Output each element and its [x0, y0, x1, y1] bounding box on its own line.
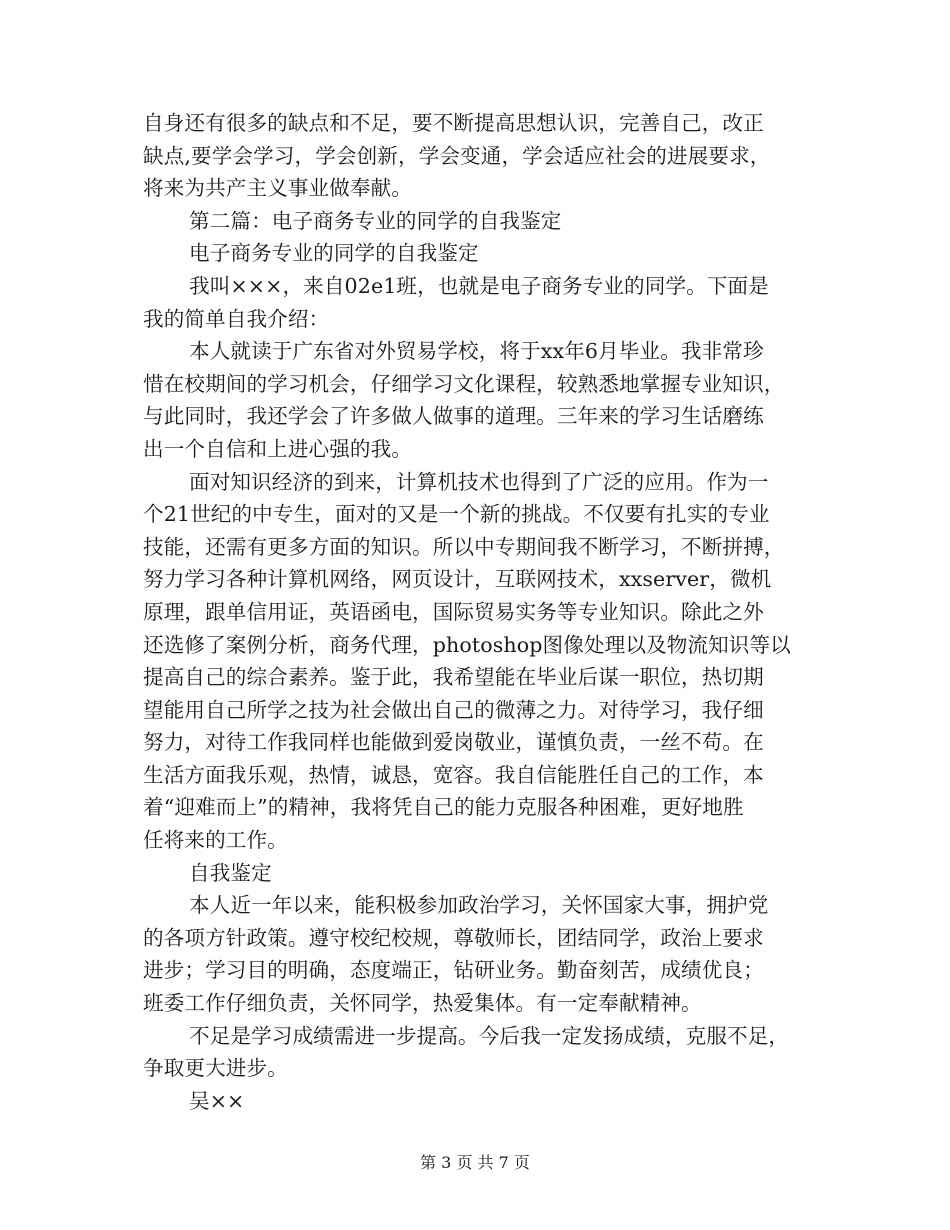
text-line: 任将来的工作。 [143, 828, 288, 853]
text-line: 与此同时，我还学会了许多做人做事的道理。三年来的学习生话磨练 [143, 404, 764, 429]
text-line: 技能，还需有更多方面的知识。所以中专期间我不断学习，不断拼搏， [143, 534, 785, 559]
page-number-footer: 第 3 页 共 7 页 [420, 1153, 530, 1172]
text-line: 还选修了案例分析，商务代理，photoshop图像处理以及物流知识等以 [143, 632, 791, 657]
text-line: 本人就读于广东省对外贸易学校，将于xx年6月毕业。我非常珍 [189, 339, 764, 364]
text-line: 进步；学习目的明确，态度端正，钻研业务。勤奋刻苦，成绩优良； [143, 958, 764, 983]
subsection-heading: 自我鉴定 [189, 860, 272, 885]
text-line: 面对知识经济的到来，计算机技术也得到了广泛的应用。作为一 [189, 469, 769, 494]
text-line: 努力学习各种计算机网络，网页设计，互联网技术，xxserver，微机 [143, 567, 772, 592]
text-line: 着“迎难而上”的精神，我将凭自己的能力克服各种困难，更好地胜 [143, 795, 744, 820]
text-line: 原理，跟单信用证，英语函电，国际贸易实务等专业知识。除此之外 [143, 599, 764, 624]
document-body [143, 107, 809, 1117]
text-line: 缺点,要学会学习，学会创新，学会变通，学会适应社会的进展要求， [143, 143, 771, 168]
text-line: 我的简单自我介绍： [143, 306, 330, 331]
text-line: 望能用自己所学之技为社会做出自己的微薄之力。对待学习，我仔细 [143, 697, 764, 722]
text-line: 个21世纪的中专生，面对的又是一个新的挑战。不仅要有扎实的专业 [143, 502, 770, 527]
text-line: 生活方面我乐观，热情，诚恳，宽容。我自信能胜任自己的工作，本 [143, 762, 764, 787]
article-title: 电子商务专业的同学的自我鉴定 [189, 241, 479, 266]
text-line: 将来为共产主义事业做奉献。 [143, 176, 413, 201]
text-line: 本人近一年以来，能积极参加政治学习，关怀国家大事，拥护党 [189, 893, 769, 918]
text-line: 争取更大进步。 [143, 1056, 288, 1081]
signature: 吴×× [189, 1088, 245, 1113]
text-line: 的各项方针政策。遵守校纪校规，尊敬师长，团结同学，政治上要求 [143, 925, 764, 950]
text-line: 自身还有很多的缺点和不足，要不断提高思想认识，完善自己，改正 [143, 111, 764, 135]
text-line: 出一个自信和上进心强的我。 [143, 436, 413, 461]
text-line: 我叫×××，来自02e1班，也就是电子商务专业的同学。下面是 [189, 273, 769, 298]
text-line: 班委工作仔细负责，关怀同学，热爱集体。有一定奉献精神。 [143, 991, 702, 1016]
section-heading: 第二篇：电子商务专业的同学的自我鉴定 [189, 208, 562, 233]
text-line: 努力，对待工作我同样也能做到爱岗敬业，谨慎负责，一丝不苟。在 [143, 730, 764, 755]
text-line: 提高自己的综合素养。鉴于此，我希望能在毕业后谋一职位，热切期 [143, 665, 764, 690]
text-line: 不足是学习成绩需进一步提高。今后我一定发扬成绩，克服不足， [189, 1023, 790, 1048]
text-line: 惜在校期间的学习机会，仔细学习文化课程，较熟悉地掌握专业知识， [143, 371, 785, 396]
